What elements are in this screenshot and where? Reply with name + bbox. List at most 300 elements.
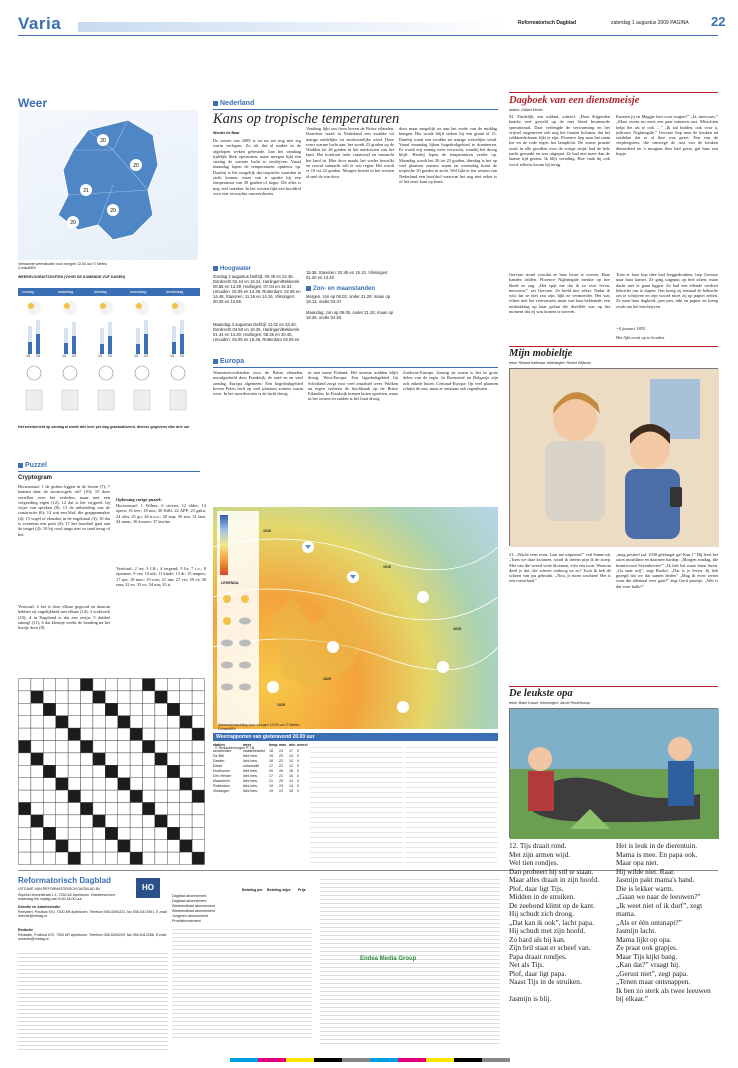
- forecast-day: dinsdag: [94, 290, 107, 294]
- crossword-cell: [31, 728, 43, 740]
- puzzel-tag: Puzzel: [18, 462, 47, 469]
- col-header: min: [289, 743, 296, 747]
- pressure-label: 1010: [263, 529, 271, 533]
- crossword-cell: [43, 679, 55, 691]
- colofon-dir-addr: Reevaert, Postbus 670, 7300 AR Apeldoorn. Telefoon 055-5390222, fax 055-5417891. E-mail: directie@refdag.nl.: [18, 910, 168, 919]
- crossword-cell: [31, 679, 43, 691]
- crossword-cell: [192, 741, 204, 753]
- crossword-cell: [192, 703, 204, 715]
- weather-map: [18, 110, 198, 260]
- zonmaan-tag: Zon- en maanstanden: [306, 286, 375, 292]
- crossword-cell: [155, 852, 167, 864]
- abonnement: Jongeren abonnement: [172, 914, 208, 918]
- crossword-cell: [43, 852, 55, 864]
- crossword-cell: [81, 703, 93, 715]
- colofon-rule: [18, 870, 718, 871]
- crossword-cell: [180, 827, 192, 839]
- crossword-cell: [68, 815, 80, 827]
- crossword-block: [81, 679, 93, 691]
- crossword-cell: [118, 703, 130, 715]
- crossword-block: [43, 703, 55, 715]
- table-cell: 0: [297, 764, 299, 768]
- crossword-cell: [43, 753, 55, 765]
- opa-illustration: [509, 708, 718, 838]
- crossword-cell: [105, 840, 117, 852]
- table-cell: 17: [269, 774, 273, 778]
- colofon-red: Redactie: [18, 928, 33, 932]
- crossword-cell: [68, 840, 80, 852]
- table-cell: 25: [279, 779, 283, 783]
- crossword-cell: [180, 703, 192, 715]
- table-cell: licht bew.: [243, 774, 258, 778]
- crossword-block: [167, 703, 179, 715]
- mobieltje-title: Mijn mobieltje: [509, 348, 573, 359]
- table-cell: licht bew.: [243, 779, 258, 783]
- table-cell: 15: [289, 774, 293, 778]
- colofon-addr: Sophia-Heuvelstraat 1 4, 7330 AZ Apeldoorn. Klantenservice: maandag t/m vrijdag van 8.00-18.00 uur.: [18, 893, 116, 902]
- crossword-cell: [180, 753, 192, 765]
- forecast-table: [18, 288, 200, 418]
- crossword-block: [105, 703, 117, 715]
- table-cell: 0: [297, 769, 299, 773]
- crossword-cell: [155, 765, 167, 777]
- crossword-cell: [105, 815, 117, 827]
- puzzel-rule: [18, 471, 200, 472]
- table-cell: 0: [297, 789, 299, 793]
- crossword-block: [143, 741, 155, 753]
- puzzel-horizontaal: Horizontaal: 1 de gidsen liggen in de lessen (7); 7 kennen daar de stormvogels uit? (10); 10 deze vertellen over het verleden, maar met een vergoeding eigen (12); 12 dat is het vrijgoed, bij wijze van spreken (8); 13 de uitbreiding van de constructie (6); 14 wat een bluf, die grappenmaker (4); 15 vogel of elzusker in de engelstaal (3); 16 dat is eveneens een punt (4); 17 het broedsel gaat aan de teugel (4); 18 bij rood tangs niet zo tand terug of het.: [18, 484, 110, 537]
- color-bar: [230, 1058, 510, 1062]
- pressure-label: 1020: [323, 677, 331, 681]
- forecast-day: donderdag: [166, 290, 184, 294]
- table-cell: licht bew.: [243, 784, 258, 788]
- table-cell: 23: [279, 759, 283, 763]
- crossword-cell: [81, 716, 93, 728]
- table-cell: Maastricht: [213, 779, 230, 783]
- crossword-cell: [105, 803, 117, 815]
- mobieltje-illustration: [509, 368, 718, 546]
- crossword-cell: [180, 815, 192, 827]
- crossword-cell: [118, 852, 130, 864]
- crossword-block: [130, 852, 142, 864]
- table-cell: licht bew.: [243, 769, 258, 773]
- dagboek-title: Dagboek van een dienstmeisje: [509, 95, 640, 106]
- europa-col2: in met name Finland. Het uiterste midden blijft droog. West-Europa: Een lagedrukgebied bij Schotland zorgt voor veel onstabiel weer. Wolken en regen verlaten de hoofdzaak op de Britse Eilanden. In Frankrijk komen buien opzetten, maar in het oosten en zuiden is het fraai droog.: [308, 370, 398, 402]
- crossword-cell: [43, 716, 55, 728]
- crossword-cell: [81, 840, 93, 852]
- table-cell: Eindhoven: [213, 769, 230, 773]
- crossword-block: [68, 728, 80, 740]
- crossword-cell: [143, 827, 155, 839]
- crossword-cell: [155, 840, 167, 852]
- crossword-cell: [68, 741, 80, 753]
- europa-col3: Zuidoost-Europa: Zonnig en warm is het in grote delen van de regio. In Roemenië en Bulgarije zijn ook enkele buien. Centraal-Europa: Op veel plaatsen schijnt de zon, maar er ontstaan ook regenbuien.: [403, 370, 498, 391]
- table-cell: 20: [269, 769, 273, 773]
- crossword-cell: [56, 827, 68, 839]
- crossword-cell: [118, 741, 130, 753]
- crossword-block: [105, 765, 117, 777]
- abonnement: Dagblad abonnement: [172, 894, 207, 898]
- col-header: max: [279, 743, 287, 747]
- legend-title: LEGENDA: [221, 581, 239, 585]
- temp-value: 24: [36, 354, 40, 358]
- crossword-cell: [105, 852, 117, 864]
- crossword-cell: [31, 716, 43, 728]
- crossword-cell: [93, 778, 105, 790]
- crossword-block: [180, 716, 192, 728]
- forecast-day: woensdag: [130, 290, 147, 294]
- crossword-cell: [167, 716, 179, 728]
- crossword-block: [81, 803, 93, 815]
- crossword-cell: [167, 679, 179, 691]
- crossword-cell: [68, 765, 80, 777]
- crossword-cell: [130, 840, 142, 852]
- crossword-cell: [130, 703, 142, 715]
- table-cell: 13: [289, 759, 293, 763]
- crossword-cell: [19, 815, 31, 827]
- crossword-cell: [130, 765, 142, 777]
- weather-map-caption: Verwachte weersituatie voor morgen 12.00 uur © Meteo Consult/BV: [18, 262, 107, 271]
- crossword-cell: [19, 827, 31, 839]
- crossword-cell: [93, 827, 105, 839]
- crossword-cell: [105, 741, 117, 753]
- nederland-col3: door maar mogelijk tot aan het einde van de middag bungen. Het wordt blijft steken bij een graad of 21. Daarbij waait een zwakke tot matige westelijke wind. Vanaf maandag lijken hogedrukgebied te domineren. Er wordt vrij zonnig weer verwacht, waarbij het droog blijft. Hierbij lopen de temperaturen verder op. Maandag wordt het 20 tot 23 graden, dinsdag is het op veel plaatsen zomers warm en woensdag komt de tropische 30 graden in zicht. Wel lijkt er ten westen van Nederland een hoofdrol waarvan het nog niet zeker is of het onze kant op komt.: [399, 126, 497, 184]
- crossword-cell: [43, 840, 55, 852]
- crossword-block: [180, 778, 192, 790]
- crossword-cell: [155, 790, 167, 802]
- temp-value: 23: [180, 354, 184, 358]
- crossword-block: [155, 753, 167, 765]
- crossword-cell: [56, 679, 68, 691]
- crossword-cell: [56, 765, 68, 777]
- crossword-cell: [56, 790, 68, 802]
- crossword-cell: [118, 827, 130, 839]
- table-cell: 22: [279, 764, 283, 768]
- section-title: Varia: [18, 14, 62, 33]
- crossword-cell: [192, 753, 204, 765]
- table-cell: 14: [289, 779, 293, 783]
- crossword-block: [68, 790, 80, 802]
- crossword-cell: [180, 728, 192, 740]
- nederland-col2: Vandaag lijkt om from boven de Britse eilanden. Daardoor waait in Nederland een zwakke tot matige zuidelijke tot zuidoostelijke wind. Deze voert warme lucht aan: het wordt 23 graden op de Wadden tot 26 graden in het zuidoosten van het land. Het koufront trekt vanavond en vannacht het land in. Hier door maakt het weder bewolkt en vooral vannacht valt er wat regen. Het wordt er 19 tot 22 graden. Morgen breekt in het westen al snel de zon door.: [306, 126, 394, 179]
- europa-rule: [213, 367, 498, 368]
- crossword-block: [155, 691, 167, 703]
- crossword-cell: [31, 790, 43, 802]
- crossword-block: [155, 815, 167, 827]
- table-cell: 21: [279, 774, 283, 778]
- colofon-red-addr: Redactie, Postbus 670, 7300 AR Apeldoorn. Telefoon 055-5390229, fax 055-5412288, E-mail: redactie@refdag.nl.: [18, 933, 167, 942]
- table-cell: 17: [269, 764, 273, 768]
- crossword-cell: [143, 790, 155, 802]
- crossword-cell: [155, 778, 167, 790]
- colofon-paper: Reformatorisch Dagblad: [18, 876, 111, 885]
- crossword-block: [93, 753, 105, 765]
- svg-text:21: 21: [83, 188, 89, 194]
- dagboek-col4: Toen er haar kop thee had leeggedronken, liep Gervase naar haar kamer. Ze ging uitgeput op bed zitten, maar dacht niet te gaan liggen. Ze had een ellende verdriet behoefte om te slapen. Om kreeg zij iemand de behoefte om te schrijven en zijn woord moet zij op papier zetten. Ze nam haar dagboek, pen pen, inkt en papier en kreeg zwak om het beschrijven.: [616, 272, 718, 309]
- opa-col2: Het is leuk in de dierentuin. Mama is mee. En papa ook. Maar opa niet. Hij wilde niet. Raar. Jasmijn pakt mama's hand. Die is lekker warm. „Gaan we naar de leeuwen?” „Ik weet niet of ik durf”, zegt mama. „Als er één ontsnapt?” Jasmijn lacht. Mama lijkt op opa. Ze praat ook grapjes. Maar Tijs kijkt bang. „Kan dat?” vraagt hij. „Gerust niet”, zegt papa. „Tenen maar ontsnappen. Ik ben zo sterk als twee leeuwen bij elkaar.”: [616, 842, 711, 1003]
- tarief-col: Betaling per: [242, 888, 263, 892]
- europe-map-caption: Weersverwachting voor morgen 12.00 uur © Meteo Consult/BV: [218, 723, 300, 732]
- table-cell: 0: [297, 754, 299, 758]
- crossword-cell: [81, 827, 93, 839]
- dagboek-col1: 92. Eindelijk, een soldaat, schreef. „Haar Stijgerden knacht veel geweld op de met bloed besmeurde operatiezaal. Daar verlengde de verwarming en liet vrijwel ongeneven ook nog het fraaien lichaam, dat het soldatenlichaam lijkt te zijn. Florence liep naar het raam toe en de rode tegen het lamplicht. De zuster praatte zoals in alle gevallen over de vorige strijd: had de hele nacht gewaakt en was uitgeput. Ze had niet meer dan de laatste tijd gezien. Ik blijf vertaling. Hoe vaak hij ook werd, telkens kwam hij terug.: [509, 114, 610, 167]
- table-cell: Vlissingen: [213, 789, 230, 793]
- map-legend: [217, 511, 259, 725]
- crossword-block: [56, 716, 68, 728]
- page-date: zaterdag 1 augustus 2009 PAGINA: [611, 20, 689, 26]
- table-cell: 24: [279, 784, 283, 788]
- crossword-cell: [93, 679, 105, 691]
- crossword-cell: [105, 679, 117, 691]
- nederland-byline: Wouter de Baar: [213, 131, 240, 135]
- table-cell: 0: [297, 749, 299, 753]
- col-header: weer: [243, 743, 252, 747]
- zon-text: Morgen, zon op 06.03, onder 21.28; maan op 18.13, onder 03.37.: [306, 294, 391, 304]
- temp-value: 14: [170, 354, 174, 358]
- crossword-cell: [31, 765, 43, 777]
- table-cell: 23: [279, 754, 283, 758]
- crossword-cell: [192, 815, 204, 827]
- crossword-cell: [19, 840, 31, 852]
- temp-value: 21: [72, 354, 76, 358]
- crossword-block: [167, 827, 179, 839]
- table-cell: 24: [279, 749, 283, 753]
- crossword-cell: [93, 741, 105, 753]
- crossword-cell: [43, 728, 55, 740]
- crossword-cell: [56, 703, 68, 715]
- crossword-cell: [43, 691, 55, 703]
- colofon-dir: Directie en Administratie: [18, 905, 61, 909]
- puzzel-title: Cryptogram: [18, 475, 53, 481]
- dagboek-last: Het lijkt nooit op te houden.: [616, 335, 666, 340]
- colofon-subtitle: UITGAVE VAN REFORMATORISCH DAGBLAD BV: [18, 887, 101, 891]
- crossword-cell: [192, 803, 204, 815]
- crossword-block: [192, 790, 204, 802]
- crossword-block: [167, 765, 179, 777]
- paper-name: Reformatorisch Dagblad: [518, 20, 577, 26]
- crossword-cell: [155, 703, 167, 715]
- crossword-cell: [155, 827, 167, 839]
- table-cell: 26: [279, 769, 283, 773]
- crossword-cell: [68, 753, 80, 765]
- crossword-cell: [143, 703, 155, 715]
- crossword-cell: [68, 803, 80, 815]
- crossword-cell: [167, 728, 179, 740]
- crossword-block: [43, 765, 55, 777]
- crossword-block: [118, 716, 130, 728]
- mobieltje-col1: 21. „Wacht eens even. Laat me uitpraten!” valt Sanne uit. „Toen we daar kwamen, stond ik ineens pijn ik de stoep. Met van die wreed witte bloemen, echt een toon. Waarom deed je dat, die schoen omhoog en zo? Toch ik heb de schoen van jou gebruikt. „Nou, je moet wachten! Het is een rotverhaal.”: [509, 552, 611, 584]
- puzzel-oplossing-2: Verticaal: 2 iet; 3 I.K.; 4 tergend; 5 lir; 7 t.o.; 8 opstaner; 9 ver; 10 nik; 11 kinde; 13 dr; 15 ampert; 17 rpe; 18 muv; 19 roer; 21 inn; 27 viz; 29 of; 30 rma; 32 es; 33 vo; 34 mu; 35 ri.: [116, 566, 206, 587]
- hoogwater-text-3: 15.36, Stavoren: 02.45 en 15.10, Vlissingen: 01.20 en 13.40.: [306, 270, 389, 280]
- crossword-cell: [56, 815, 68, 827]
- crossword-cell: [19, 852, 31, 864]
- crossword-cell: [118, 803, 130, 815]
- abonnement: Proefabonnement: [172, 919, 201, 923]
- crossword-block: [31, 753, 43, 765]
- crossword-block: [19, 803, 31, 815]
- table-cell: 0: [297, 784, 299, 788]
- ho-logo: HO: [136, 878, 160, 898]
- pressure-label: 1025: [277, 703, 285, 707]
- crossword-cell: [105, 716, 117, 728]
- crossword-cell: [192, 778, 204, 790]
- table-cell: 14: [289, 754, 293, 758]
- tarieven-table: [172, 876, 312, 1046]
- crossword-block: [118, 778, 130, 790]
- crossword-cell: [19, 703, 31, 715]
- crossword-cell: [118, 753, 130, 765]
- crossword-block: [56, 840, 68, 852]
- europa-tag: Europa: [213, 358, 244, 365]
- crossword-cell: [155, 741, 167, 753]
- crossword-cell: [93, 852, 105, 864]
- table-cell: 22: [279, 789, 283, 793]
- crossword-cell: [56, 691, 68, 703]
- crossword-cell: [130, 741, 142, 753]
- table-cell: 14: [289, 784, 293, 788]
- dagboek-rule: [509, 92, 718, 93]
- crossword-cell: [81, 815, 93, 827]
- table-cell: De Bilt: [213, 754, 224, 758]
- table-cell: 21: [269, 779, 273, 783]
- nederland-headline: Kans op tropische temperaturen: [213, 111, 400, 127]
- crossword-cell: [105, 728, 117, 740]
- crossword-cell: [118, 728, 130, 740]
- hoogwater-text-1: Zondag 2 augustus Delfzijl: 09.45 en 22.45, Dordrecht 02.44 en 15.24, Harlingen/Bekkerek 00.56 en 13.39, Harlingen: 07.04 en 19.34, Umuiden: 02.05 en 14.39, Rotterdam: 02.05 en 14.48, Stavoren: 11.16 en 14.16, Vlissingen: 00.28 en 12.56.: [213, 274, 301, 304]
- dagboek-col2: Kunnen jij en Maggie hier voor zorgen?” „Ja, mevrouw.” „Maar zwem nu eerst een paar minuten rust. Misschien helpt het als je ook …” „Ik zal hulden, ook voor u, juffrouw Nightingale.” Gervase liep naar de keuken en ontdekte dat er al thee was gezet. Een van de verpleegsters, die vanwege de rust van de keuken dienstdeed en ‘s morgens thee had gezet, gaf haar een kopje.: [616, 114, 718, 157]
- crossword-cell: [31, 840, 43, 852]
- table-cell: zwaarbewolkt: [243, 749, 265, 753]
- crossword-cell: [43, 803, 55, 815]
- crossword-cell: [180, 741, 192, 753]
- crossword-cell: [68, 827, 80, 839]
- crossword-cell: [56, 803, 68, 815]
- table-cell: Den Helder: [213, 774, 232, 778]
- abonnement: Dagblad abonnement: [172, 899, 207, 903]
- crossword-cell: [105, 790, 117, 802]
- crossword-cell: [143, 815, 155, 827]
- crossword-cell: [56, 728, 68, 740]
- crossword-cell: [130, 815, 142, 827]
- table-cell: Eelde: [213, 764, 223, 768]
- svg-text:20: 20: [100, 138, 106, 144]
- crossword-cell: [56, 753, 68, 765]
- page-number: 22: [711, 14, 726, 29]
- crossword-block: [180, 840, 192, 852]
- crossword-cell: [167, 691, 179, 703]
- temp-value: 21: [108, 354, 112, 358]
- table-cell: 0: [297, 774, 299, 778]
- crossword-cell: [180, 852, 192, 864]
- crossword-cell: [167, 852, 179, 864]
- crossword-cell: [143, 852, 155, 864]
- opa-title: De leukste opa: [509, 688, 573, 699]
- crossword-block: [93, 815, 105, 827]
- mobieltje-col2: „mag positief zal. 1038 geklaagd. ga! Kan 1” Hij leest het oaret mozbilme en daarmee hardop: „Morgen zondag, die beantwoord Sevenhoven?” „Ik heb het maar laten lezen. „Ga naar mij”, zegt Roelof, „Dat is je leven. Jij heb gezegd dat we dat samen deden” „Mag ik even weten waar die allemaal over gaat?” zegt Gerit pisertje. „Wat is dat voor hallo?”: [616, 552, 718, 589]
- crossword-block: [130, 728, 142, 740]
- crossword-cell: [143, 691, 155, 703]
- svg-text:20: 20: [70, 220, 76, 226]
- hoogwater-tag: Hoogwater: [213, 266, 251, 272]
- crossword-cell: [143, 716, 155, 728]
- opa-col1: 12. Tijs draait rond. Met zijn armen wijd. Wel tien rondjes. Dan probeert hij stil te staan. Maar alles draait in zijn hoofd. Plof, daar ligt Tijs. Midden in de struiken. De zeehond klimt op de kant. Hij schudt zich droog. „Dat kan ik ook”, lacht papa. Hij schudt met zijn hoofd. Zo hard als hij kan. Zijn bril staat er scheef van. Papa draait rondjes. Net als Tijs. Plof, daar ligt papa. Naast Tijs in de struiken. Jasmijn is blij.: [509, 842, 599, 1003]
- crossword-cell: [31, 703, 43, 715]
- crossword-cell: [105, 753, 117, 765]
- weerrapport-table: [213, 743, 498, 865]
- svg-text:20: 20: [110, 208, 116, 214]
- table-cell: 17: [289, 749, 293, 753]
- crossword-block: [31, 815, 43, 827]
- col-header: temp: [269, 743, 278, 747]
- crossword-cell: [81, 790, 93, 802]
- crossword-cell: [155, 728, 167, 740]
- crossword-cell: [43, 790, 55, 802]
- table-cell: onbewolkt: [243, 764, 260, 768]
- crossword-cell: [68, 703, 80, 715]
- crossword-cell: [31, 778, 43, 790]
- crossword-block: [192, 728, 204, 740]
- table-cell: 19: [269, 754, 273, 758]
- crossword-cell: [93, 840, 105, 852]
- crossword-cell: [68, 691, 80, 703]
- crossword-cell: [167, 741, 179, 753]
- crossword-cell: [143, 753, 155, 765]
- crossword-block: [56, 778, 68, 790]
- crossword-cell: [93, 703, 105, 715]
- crossword-cell: [143, 840, 155, 852]
- crossword-cell: [130, 803, 142, 815]
- table-cell: 19: [269, 789, 273, 793]
- pressure-label: 1015: [383, 565, 391, 569]
- dagboek-byline: auteur: Gilbert Morris: [509, 108, 543, 112]
- hoogwater-text-2: Maandag 3 augustus Delfzijl: 11.02 en 23.40, Dordrecht 04.50 en 16.25, Harlingen/Bekkerek 01.44 en 14.20, Harlingen: 08.25 en 20.45, Umuiden: 03.05 en 15.36, Rotterdam 03.09 en: [213, 322, 300, 342]
- puzzel-verticaal: Verticaal: 2 het is door elkaar gegooid en daarom hebben zij ongelijkheid met elkaar (14); 3 vrolaverk (10); 4 in Engeland is dat een zwijn; 5 dubbel zinnig! (11); 6 dat kleintje weekt de houding na het bootje door (8).: [18, 604, 110, 631]
- crossword-cell: [81, 691, 93, 703]
- crossword-cell: [180, 790, 192, 802]
- table-cell: licht bew.: [243, 759, 258, 763]
- nederland-col1: De zomer van 2009 is tot nu toe nog niet erg warm verlopen. Zo als dat al maker in de afgelopen weken gebeurde, kan het vandaag tijdelijk flink opwarmen, maar morgen lijkt een storing de warmte lucht te verdrijven. Vanaf maandag lopen de temperaturen opnieuw op. Daarbij is het mogelijk dat tropische waarden in zicht komen, maar van n sprake bij een temperatuur van 30 graden of hoger. Dit alles is nog veel onzeker. In het westen lijkt een hoofdrol voor een verwachte onweersbuien.: [213, 138, 301, 196]
- crossword-block: [68, 852, 80, 864]
- opa-rule: [509, 686, 718, 687]
- crossword-grid[interactable]: [18, 678, 208, 868]
- crossword-cell: [143, 765, 155, 777]
- crossword-cell: [19, 728, 31, 740]
- crossword-cell: [56, 741, 68, 753]
- partner-logo: Endea Media Group: [360, 956, 417, 962]
- table-cell: 15: [289, 789, 293, 793]
- table-cell: 19: [269, 784, 273, 788]
- crossword-cell: [81, 778, 93, 790]
- crossword-cell: [167, 778, 179, 790]
- table-cell: 16: [289, 769, 293, 773]
- tarief-col: Betaling wijze: [267, 888, 291, 892]
- crossword-cell: [81, 728, 93, 740]
- crossword-cell: [130, 778, 142, 790]
- crossword-block: [105, 827, 117, 839]
- crossword-cell: [118, 790, 130, 802]
- crossword-cell: [19, 691, 31, 703]
- crossword-block: [93, 691, 105, 703]
- puzzel-oplossing: Horizontaal: 1 Wilma; 6 stoven; 12 elder; 14 opera; 16 leer; 18 mis; 20 Killl; 22 APP; 23 gaku; 24 olin; 25 go; 26 n.o.o.; 28 nop; 30 site; 31 tant; 34 muur; 36 kossen; 37 lawine.: [116, 503, 206, 524]
- mobieltje-byline: tekst: Roland Kalkman, tekeningen: Roelof Wijtsma: [509, 361, 591, 365]
- crossword-cell: [81, 753, 93, 765]
- crossword-cell: [155, 716, 167, 728]
- crossword-cell: [19, 765, 31, 777]
- table-cell: licht bew.: [243, 789, 258, 793]
- crossword-cell: [56, 852, 68, 864]
- crossword-cell: [143, 728, 155, 740]
- crossword-cell: [180, 765, 192, 777]
